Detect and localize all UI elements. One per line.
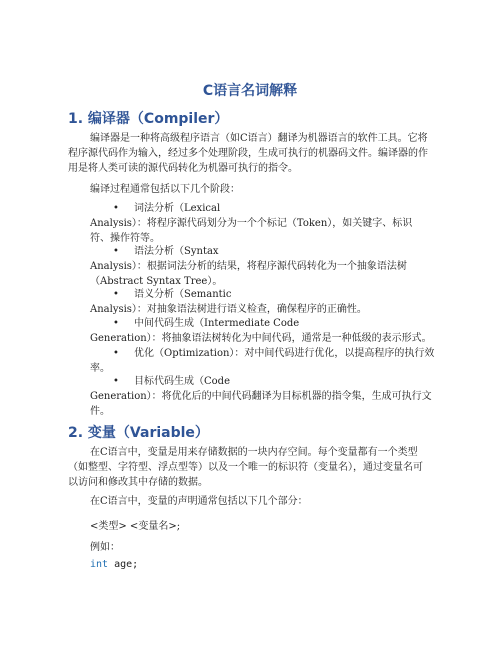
section-heading-variable: 2. 变量（Variable） bbox=[68, 425, 209, 441]
decl-lead-paragraph: 在C语言中，变量的声明通常包括以下几个部分： bbox=[90, 496, 308, 507]
list-bullet: • bbox=[113, 348, 119, 359]
list-bullet: • bbox=[113, 203, 119, 214]
list-item-continuation: 率。 bbox=[90, 363, 110, 374]
list-item-first-line: 目标代码生成（Code bbox=[134, 376, 230, 387]
list-bullet: • bbox=[113, 376, 119, 387]
decl-syntax: <类型> <变量名>; bbox=[90, 521, 181, 532]
list-item-continuation: Analysis）：对抽象语法树进行语义检查，确保程序的正确性。 bbox=[90, 304, 367, 315]
list-bullet: • bbox=[113, 246, 119, 257]
list-item-first-line: 语义分析（Semantic bbox=[134, 289, 232, 300]
compiler-intro-paragraph: 编译器是一种将高级程序语言（如C语言）翻译为机器语言的软件工具。它将程序源代码作为输入，经过多个处理阶段，生成可执行的机器码文件。编译器的作用是将人类可读的源代码转化为机器可执行的指令。 bbox=[68, 133, 428, 174]
list-item-continuation: Analysis）：根据词法分析的结果，将程序源代码转化为一个抽象语法树（Abstract Syntax Tree）。 bbox=[90, 261, 407, 287]
list-item-first-line: 优化（Optimization）：对中间代码进行优化，以提高程序的执行效 bbox=[134, 348, 435, 359]
list-bullet: • bbox=[113, 289, 119, 300]
list-item-first-line: 语法分析（Syntax bbox=[134, 246, 219, 257]
example-label: 例如： bbox=[90, 542, 120, 553]
section-heading-compiler: 1. 编译器（Compiler） bbox=[68, 111, 229, 127]
variable-intro-paragraph: 在C语言中，变量是用来存储数据的一块内存空间。每个变量都有一个类型（如整型、字符型、浮点型等）以及一个唯一的标识符（变量名），通过变量名可以访问和修改其中存储的数据。 bbox=[68, 447, 423, 488]
stages-lead-paragraph: 编译过程通常包括以下几个阶段： bbox=[90, 184, 240, 195]
code-keyword: int bbox=[90, 559, 109, 570]
list-item-continuation: Analysis）：将程序源代码划分为一个个标记（Token），如关键字、标识符、操作符等。 bbox=[90, 218, 413, 244]
list-item-continuation: Generation）：将优化后的中间代码翻译为目标机器的指令集，生成可执行文件。 bbox=[90, 391, 432, 417]
list-item-first-line: 词法分析（Lexical bbox=[134, 203, 221, 214]
list-item-first-line: 中间代码生成（Intermediate Code bbox=[134, 318, 300, 329]
code-identifier: age; bbox=[108, 559, 139, 570]
list-bullet: • bbox=[113, 318, 119, 329]
code-example bbox=[90, 557, 454, 572]
page-title: C语言名词解释 bbox=[202, 83, 298, 99]
list-item-continuation: Generation）：将抽象语法树转化为中间代码，通常是一种低级的表示形式。 bbox=[90, 333, 432, 344]
